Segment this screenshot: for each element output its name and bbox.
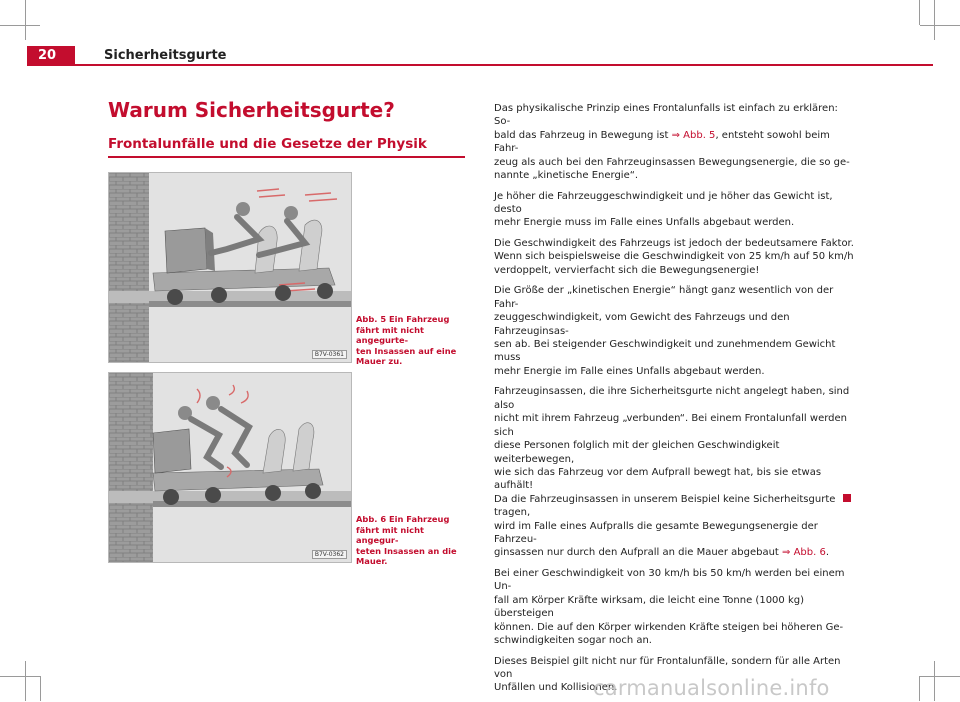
crop-mark (920, 676, 960, 677)
figure-reference-link[interactable]: ⇒ Abb. 5 (671, 129, 716, 141)
subheading-rule (108, 156, 465, 158)
header-rule (27, 64, 933, 66)
figure-reference-link[interactable]: ⇒ Abb. 6 (782, 547, 826, 559)
figure-caption: Abb. 5 Ein Fahrzeug fährt mit nicht angegurte- ten Insassen auf eine Mauer zu. (356, 314, 457, 366)
crop-mark (0, 676, 40, 677)
figure-caption: Abb. 6 Ein Fahrzeug fährt mit nicht angegur- teten Insassen an die Mauer. (356, 514, 457, 566)
paragraph: Die Geschwindigkeit des Fahrzeugs ist jedoch der bedeutsamere Faktor. Wenn sich beispielsweise die Geschwindigkeit von 25 km/h auf 50 km/h verdoppelt, vervierfacht sich die Bewegungsenergie! (494, 238, 854, 276)
crop-mark (919, 0, 920, 25)
crop-mark (25, 0, 26, 40)
body-text (494, 102, 856, 702)
crop-mark (920, 25, 960, 26)
crop-mark (934, 0, 935, 40)
crop-mark (40, 676, 41, 701)
crop-mark (919, 676, 920, 701)
figure-car-approaching-wall (108, 172, 352, 363)
section-subheading: Frontalunfälle und die Gesetze der Physik (108, 136, 427, 152)
section-heading: Warum Sicherheitsgurte? (108, 98, 395, 122)
crop-mark (25, 661, 26, 701)
paragraph: Das physikalische Prinzip eines Frontalunfalls ist einfach zu erklären: So- bald das Fahrzeug in Bewegung ist ⇒ Abb. 5, entsteht sowohl beim Fahr- zeug als auch bei den Fahrzeuginsassen Bewegungsenergie, die so ge- nannte „kinetische Energie“. (494, 103, 850, 182)
watermark: carmanualsonline.info (593, 676, 830, 700)
figure-car-hitting-wall (108, 372, 352, 563)
chapter-title: Sicherheitsgurte (104, 48, 227, 63)
figure-id: B7V-0362 (312, 550, 347, 559)
paragraph: Fahrzeuginsassen, die ihre Sicherheitsgurte nicht angelegt haben, sind also nicht mit ihrem Fahrzeug „verbunden“. Bei einem Frontalunfall werden sich diese Personen folglich mit der gleichen Geschwindigkeit weiterbewegen, wie sich das Fahrzeug vor dem Aufprall bewegt hat, bis sie etwas aufhält! Da die Fahrzeuginsassen in unserem Beispiel keine Sicherheitsgurte tragen, wird im Falle eines Aufpralls die gesamte Bewegungsenergie der Fahrzeu- ginsassen nur durch den Aufprall an die Mauer abgebaut ⇒ Abb. 6. (494, 386, 850, 559)
section-end-marker (843, 494, 851, 502)
paragraph: Dieses Beispiel gilt nicht nur für Frontalunfälle, sondern für alle Arten von Unfällen und Kollisionen. (494, 655, 841, 694)
paragraph: Je höher die Fahrzeuggeschwindigkeit und je höher das Gewicht ist, desto mehr Energie muss im Falle eines Unfalls abgebaut werden. (494, 190, 833, 229)
crop-mark (934, 661, 935, 701)
paragraph: Bei einer Geschwindigkeit von 30 km/h bis 50 km/h werden bei einem Un- fall am Körper Kräfte wirksam, die leicht eine Tonne (1000 kg) übersteigen können. Die auf den Körper wirkenden Kräfte steigen bei höheren Ge- schwindigkeiten sogar noch an. (494, 567, 845, 646)
page-number: 20 (38, 48, 57, 63)
paragraph: Die Größe der „kinetischen Energie“ hängt ganz wesentlich von der Fahr- zeuggeschwindigkeit, vom Gewicht des Fahrzeugs und den Fahrzeuginsas- sen ab. Bei steigender Geschwindigkeit und zunehmendem Gewicht muss mehr Energie im Falle eines Unfalls abgebaut werden. (494, 285, 836, 377)
figure-id: B7V-0361 (312, 350, 347, 359)
crop-mark (0, 25, 40, 26)
